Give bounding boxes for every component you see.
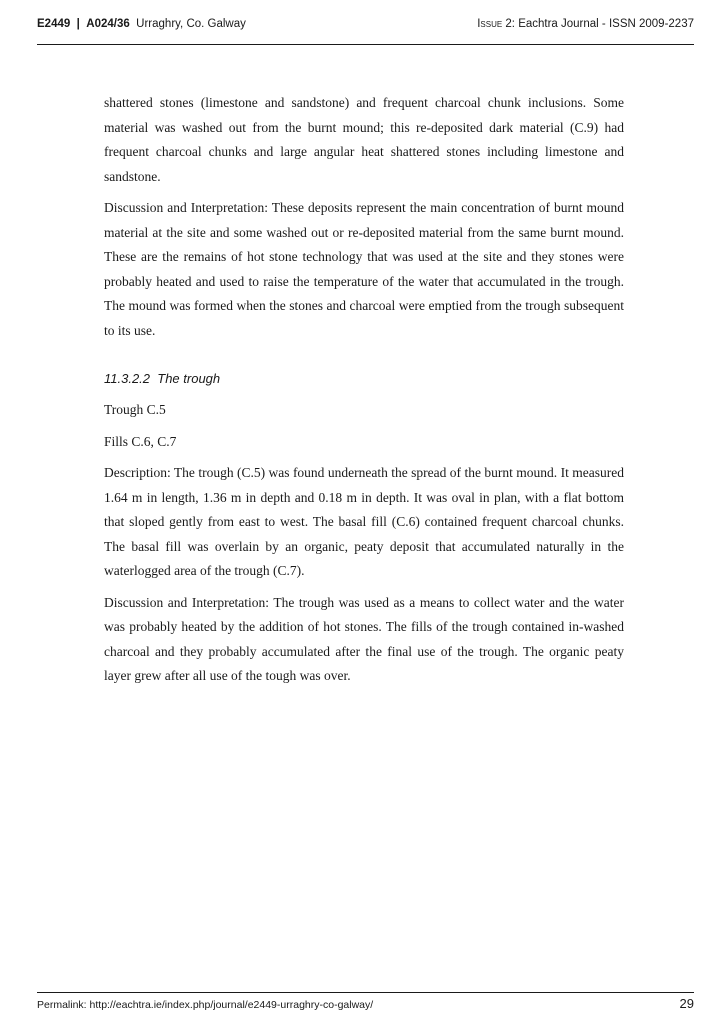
header-separator: | — [76, 18, 80, 30]
page-number: 29 — [679, 996, 694, 1011]
main-text — [104, 91, 624, 696]
page-footer — [37, 992, 694, 1023]
site-code: E2449 — [37, 18, 71, 30]
ref-code: A024/36 — [86, 18, 130, 30]
issue-label: Issue — [477, 18, 503, 30]
section-number: 11.3.2.2 — [104, 371, 151, 386]
section-heading — [104, 367, 624, 391]
header-journal — [477, 18, 694, 30]
paragraph-trough-description: Description: The trough (C.5) was found underneath the spread of the burnt mound. It measured 1.64 m in length, 1.36 m in depth and 0.18 m in depth. It was oval in plan, with a flat bottom that sloped gently from east to west. The basal fill (C.6) contained frequent charcoal chunks. The basal fill was overlain by an organic, peaty deposit that accumulated naturally in the waterlogged area of the trough (C.7). — [104, 465, 624, 578]
page-header — [37, 0, 694, 45]
trough-line: Trough C.5 — [104, 402, 166, 417]
paragraph-trough-discussion: Discussion and Interpretation: The trough was used as a means to collect water and the water was probably heated by the addition of hot stones. The fills of the trough contained in-washed charcoal and they probably accumulated after the final use of the trough. The organic peaty layer grew after all use of the tough was over. — [104, 594, 624, 683]
journal-info: 2: Eachtra Journal - ISSN 2009-2237 — [505, 18, 694, 30]
paragraph-discussion-deposits: Discussion and Interpretation: These deposits represent the main concentration of burnt mound material at the site and some washed out or re-deposited material from the same burnt mound. These are the remains of hot stone technology that was used at the site and they stones were probably heated and used to raise the temperature of the water that accumulated in the trough. The mound was formed when the stones and charcoal were emptied from the trough subsequent to its use. — [104, 200, 624, 338]
fills-line: Fills C.6, C.7 — [104, 433, 177, 449]
permalink[interactable]: Permalink: http://eachtra.ie/index.php/journal/e2449-urraghry-co-galway/ — [37, 999, 374, 1011]
paragraph-deposits: shattered stones (limestone and sandstone) and frequent charcoal chunk inclusions. Some material was washed out from the burnt mound; this re-deposited dark material (C.9) had frequent charcoal chunks and large angular heat shattered stones including limestone and sandstone. — [104, 95, 624, 184]
header-citation — [37, 18, 246, 30]
location: Urraghry, Co. Galway — [136, 18, 246, 30]
section-title: The trough — [157, 371, 221, 386]
